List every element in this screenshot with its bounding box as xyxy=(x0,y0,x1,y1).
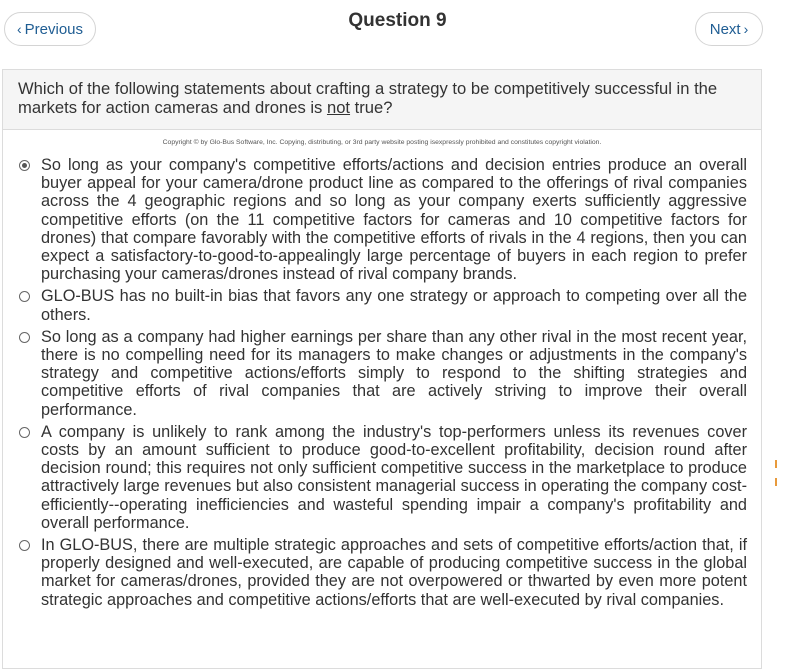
radio-dot xyxy=(22,163,27,168)
radio-button[interactable] xyxy=(19,540,30,551)
answer-option-2[interactable] xyxy=(17,287,747,323)
question-emphasis: not xyxy=(326,98,351,117)
option-text: In GLO-BUS, there are multiple strategic approaches and sets of competitive efforts/action that, if properly designed and well-executed, are capable of producing competitive success in the global market for cameras/drones, provided they are not overpowered or thwarted by even more potent strategic approaches and competitive actions/efforts that are well-executed by rival companies. xyxy=(41,536,747,609)
question-text-end: true? xyxy=(350,98,393,117)
question-text-part: Which of the following statements about crafting a strategy to be competitively successful in the markets for action cameras and drones is xyxy=(18,79,718,117)
option-text: A company is unlikely to rank among the industry's top-performers unless its revenues cover costs by an amount sufficient to produce good-to-excellent profitability, decision round after decision round; this requires not only sufficient competitive success in the marketplace to produce attractively large revenues but also consistent managerial success in operating the company cost-efficiently--operating inefficiencies and wasteful spending impair a company's profitability and overall performance. xyxy=(41,422,747,532)
answer-options xyxy=(3,156,761,609)
next-label: Next xyxy=(709,20,741,38)
previous-label: Previous xyxy=(24,20,84,38)
answer-option-4[interactable] xyxy=(17,423,747,532)
answer-option-3[interactable] xyxy=(17,328,747,419)
option-text: So long as your company's competitive efforts/actions and decision entries produce an overall buyer appeal for your camera/drone product line as compared to the offerings of rival companies across the 4 geographic regions and so long as your company exerts sufficiently aggressive competitive efforts (on the 11 competitive factors for cameras and 10 competitive factors for drones) that compare favorably with the competitive efforts of rivals in the 4 regions, then you can expect a satisfactory-to-good-to-appealingly large percentage of buyers in each region to prefer purchasing your cameras/drones instead of rival company brands. xyxy=(41,156,747,284)
scroll-marker xyxy=(775,460,777,468)
question-text xyxy=(3,70,761,130)
next-button[interactable] xyxy=(695,12,763,46)
page-title: Question 9 xyxy=(348,10,447,31)
chevron-left-icon: ‹ xyxy=(16,21,22,37)
question-panel xyxy=(2,69,762,669)
radio-button[interactable] xyxy=(19,332,30,343)
radio-button-selected[interactable] xyxy=(19,160,30,171)
scroll-marker xyxy=(775,478,777,486)
radio-button[interactable] xyxy=(19,427,30,438)
radio-button[interactable] xyxy=(19,291,30,302)
answer-option-5[interactable] xyxy=(17,536,747,609)
answer-option-1[interactable] xyxy=(17,156,747,283)
chevron-right-icon: › xyxy=(743,21,749,37)
copyright-notice: Copyright © by Glo-Bus Software, Inc. Copying, distributing, or 3rd party website posting isexpressly prohibited and constitutes copyright violation. xyxy=(162,139,602,146)
option-text: So long as a company had higher earnings per share than any other rival in the most recent year, there is no compelling need for its managers to make changes or adjustments in the company's strategy and competitive actions/efforts simply to respond to the shifting strategies and competitive efforts of rival companies that are actively striving to improve their overall performance. xyxy=(41,327,747,419)
option-text: GLO-BUS has no built-in bias that favors any one strategy or approach to competing over all the others. xyxy=(41,287,747,324)
